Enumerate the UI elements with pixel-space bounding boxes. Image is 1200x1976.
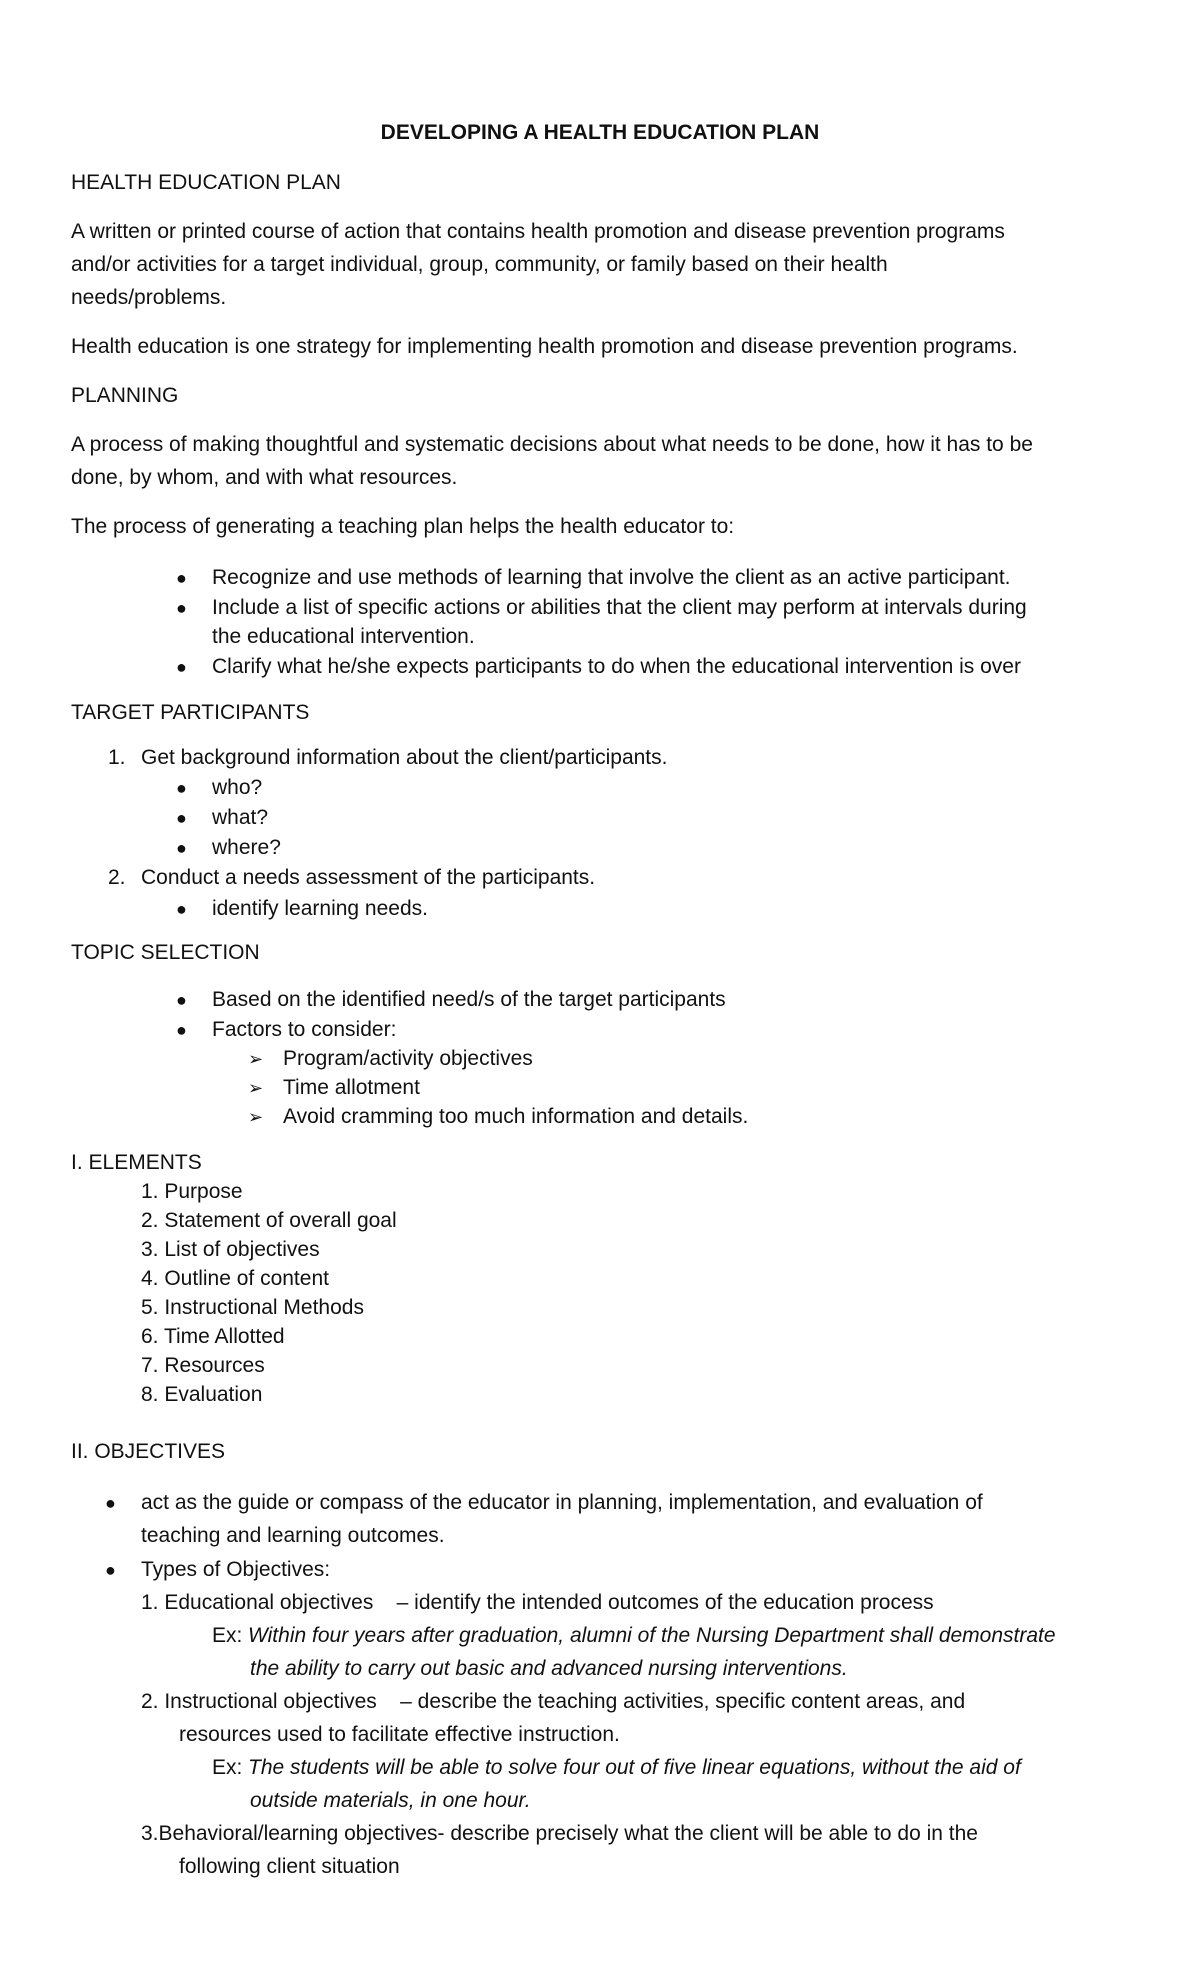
element-item: 5. Instructional Methods (141, 1296, 364, 1319)
section-heading-topic: TOPIC SELECTION (71, 941, 260, 964)
element-item: 1. Purpose (141, 1180, 243, 1203)
section-heading-planning: PLANNING (71, 384, 179, 407)
bullet-icon: ● (105, 1560, 116, 1580)
target-question-what: what? (212, 806, 269, 829)
element-item: 3. List of objectives (141, 1238, 320, 1261)
objective-type-instructional-line-2: resources used to facilitate effective instruction. (179, 1723, 620, 1746)
objectives-bullet-1-line-2: teaching and learning outcomes. (141, 1524, 445, 1547)
arrow-bullet-icon: ➢ (248, 1107, 264, 1127)
example-label: Ex: (212, 1756, 243, 1779)
element-item: 4. Outline of content (141, 1267, 329, 1290)
bullet-icon: ● (176, 1020, 187, 1040)
planning-bullet-2-line-2: the educational intervention. (212, 625, 475, 648)
objective-type-instructional-line-1: 2. Instructional objectives – describe the teaching activities, specific content areas, and (141, 1690, 966, 1713)
element-item: 7. Resources (141, 1354, 265, 1377)
target-item-1: Get background information about the client/participants. (141, 746, 668, 769)
planning-definition-line-2: done, by whom, and with what resources. (71, 466, 458, 489)
bullet-icon: ● (105, 1493, 116, 1513)
topic-factor-3: Avoid cramming too much information and details. (283, 1105, 749, 1128)
target-item-2-sub: identify learning needs. (212, 897, 428, 920)
section-heading-objectives: II. OBJECTIVES (71, 1440, 226, 1463)
instructional-example-line-2: outside materials, in one hour. (250, 1789, 531, 1812)
target-item-2: Conduct a needs assessment of the participants. (141, 866, 596, 889)
planning-intro-text: The process of generating a teaching plan helps the health educator to: (71, 515, 735, 538)
planning-bullet-1: Recognize and use methods of learning that involve the client as an active participant. (212, 566, 1011, 589)
plan-definition-line-3: needs/problems. (71, 286, 227, 309)
bullet-icon: ● (176, 657, 187, 677)
planning-bullet-3: Clarify what he/she expects participants to do when the educational intervention is over (212, 655, 1021, 678)
arrow-bullet-icon: ➢ (248, 1049, 264, 1069)
element-item: 2. Statement of overall goal (141, 1209, 397, 1232)
list-number: 2. (108, 866, 126, 889)
topic-factor-1: Program/activity objectives (283, 1047, 533, 1070)
topic-bullet-2: Factors to consider: (212, 1018, 397, 1041)
plan-strategy-text: Health education is one strategy for implementing health promotion and disease prevention programs. (71, 335, 1018, 358)
bullet-icon: ● (176, 568, 187, 588)
page-title: DEVELOPING A HEALTH EDUCATION PLAN (380, 121, 820, 144)
bullet-icon: ● (176, 808, 187, 828)
topic-bullet-1: Based on the identified need/s of the target participants (212, 988, 726, 1011)
bullet-icon: ● (176, 990, 187, 1010)
objectives-bullet-2: Types of Objectives: (141, 1558, 331, 1581)
plan-definition-line-2: and/or activities for a target individual, group, community, or family based on their health (71, 253, 888, 276)
section-heading-elements: I. ELEMENTS (71, 1151, 202, 1174)
example-label: Ex: (212, 1624, 243, 1647)
section-heading-plan: HEALTH EDUCATION PLAN (71, 171, 341, 194)
element-item: 6. Time Allotted (141, 1325, 285, 1348)
objectives-bullet-1-line-1: act as the guide or compass of the educator in planning, implementation, and evaluation of (141, 1491, 983, 1514)
target-question-where: where? (212, 836, 281, 859)
arrow-bullet-icon: ➢ (248, 1078, 264, 1098)
educational-example-line-2: the ability to carry out basic and advanced nursing interventions. (250, 1657, 848, 1680)
objective-type-behavioral-line-1: 3.Behavioral/learning objectives- describe precisely what the client will be able to do in the (141, 1822, 978, 1845)
instructional-example-line-1: The students will be able to solve four out of five linear equations, without the aid of (248, 1756, 1021, 1779)
objective-type-educational: 1. Educational objectives – identify the intended outcomes of the education process (141, 1591, 934, 1614)
planning-bullet-2-line-1: Include a list of specific actions or abilities that the client may perform at intervals during (212, 596, 1027, 619)
bullet-icon: ● (176, 778, 187, 798)
section-heading-target: TARGET PARTICIPANTS (71, 701, 310, 724)
element-item: 8. Evaluation (141, 1383, 263, 1406)
planning-definition-line-1: A process of making thoughtful and systematic decisions about what needs to be done, how it has to be (71, 433, 1033, 456)
plan-definition-line-1: A written or printed course of action that contains health promotion and disease prevention programs (71, 220, 1005, 243)
topic-factor-2: Time allotment (283, 1076, 420, 1099)
objective-type-behavioral-line-2: following client situation (179, 1855, 400, 1878)
educational-example-line-1: Within four years after graduation, alumni of the Nursing Department shall demonstrate (248, 1624, 1056, 1647)
target-question-who: who? (212, 776, 263, 799)
bullet-icon: ● (176, 899, 187, 919)
bullet-icon: ● (176, 598, 187, 618)
list-number: 1. (108, 746, 126, 769)
bullet-icon: ● (176, 838, 187, 858)
